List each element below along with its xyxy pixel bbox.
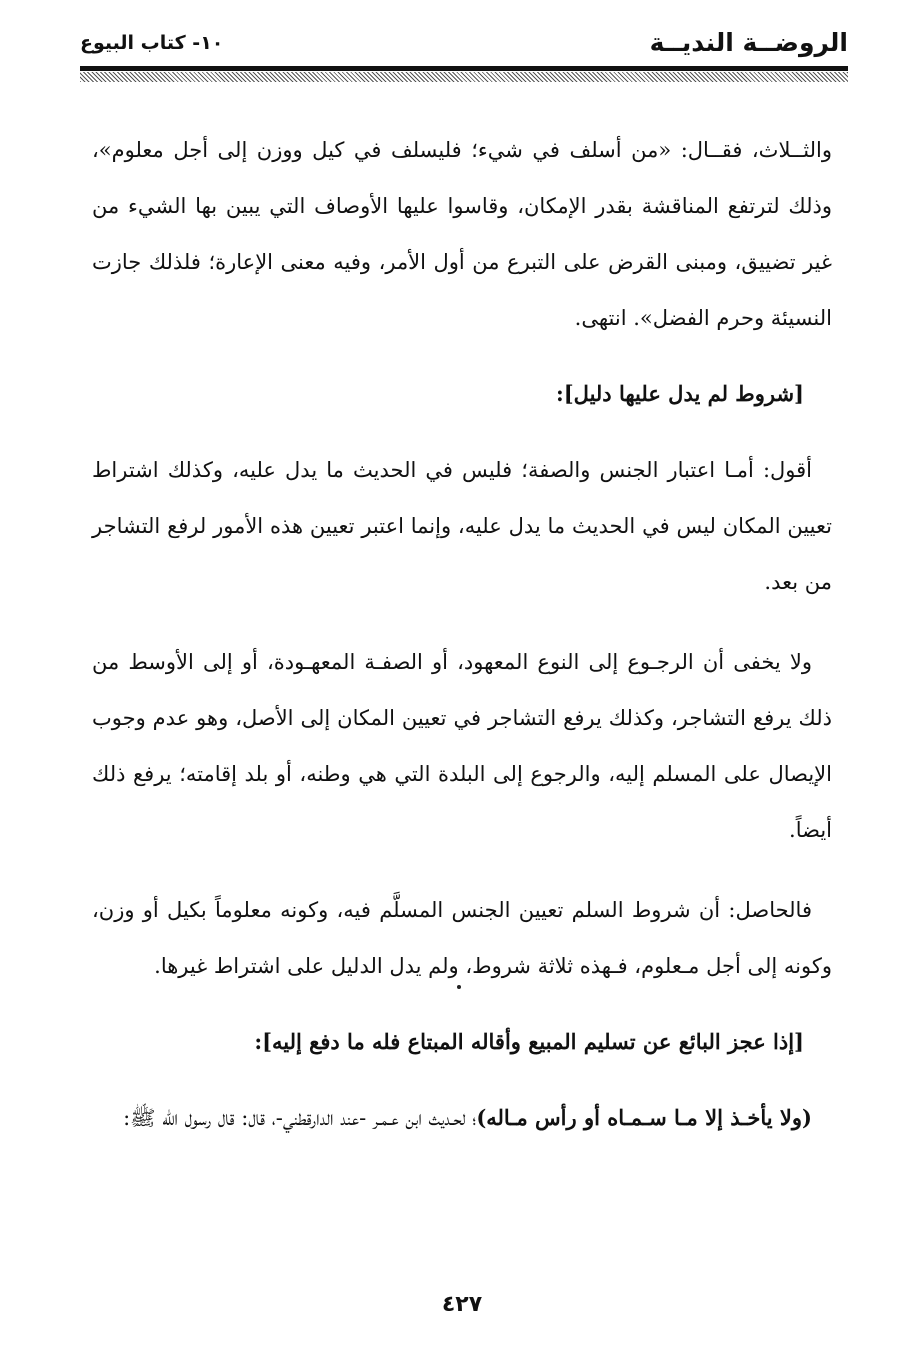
chapter-title: ١٠- كتاب البيوع bbox=[80, 32, 224, 54]
commentary-text: ؛ لحـديث ابن عـمـر -عند الدارقطني-، قال: قال رسول الله ﷺ: bbox=[123, 1106, 477, 1130]
page-number: ٤٢٧ bbox=[441, 1292, 483, 1317]
paragraph: فالحاصل: أن شروط السلم تعيين الجنس المسلَّم فيه، وكونه معلوماً بكيل أو وزن، وكونه إلى أجل مـعلوم، فـهذه ثلاثة شروط، ولم يدل الدليل على اشتراط غيرها. bbox=[92, 898, 832, 978]
running-header bbox=[80, 26, 848, 66]
header-rule bbox=[80, 66, 848, 71]
paragraph: أقول: أمـا اعتبار الجنس والصفة؛ فليس في الحديث ما يدل عليه، وكذلك اشتراط تعيين المكان ليس في الحديث ما يدل عليه، وإنما اعتبر تعيين هذه الأمور لرفع التشاجر من بعد. bbox=[92, 458, 832, 594]
matn-quote: (ولا يأخـذ إلا مـا سـمـاه أو رأس مـاله) bbox=[476, 1105, 812, 1130]
scan-speck bbox=[457, 985, 461, 989]
paragraph bbox=[92, 1090, 832, 1146]
section-heading: [إذا عجز البائع عن تسليم المبيع وأقاله المبتاع فله ما دفع إليه]: bbox=[254, 1029, 804, 1054]
section-heading: [شروط لم يدل عليها دليل]: bbox=[555, 381, 804, 406]
paragraph: ولا يخفى أن الرجـوع إلى النوع المعهود، أو الصفـة المعهـودة، أو إلى الأوسط من ذلك يرفع التشاجر، وكذلك يرفع التشاجر في تعيين المكان إلى الأصل، وهو عدم وجوب الإيصال على المسلم إليه، والرجوع إلى البلدة التي هي وطنه، أو بلد إقامته؛ يرفع ذلك أيضاً. bbox=[92, 650, 832, 842]
page-body bbox=[92, 122, 832, 1146]
book-title: الروضــة النديــة bbox=[649, 28, 848, 57]
paragraph: والثــلاث، فقــال: «من أسلف في شيء؛ فليسلف في كيل ووزن إلى أجل معلوم»، وذلك لترتفع المناقشة بقدر الإمكان، وقاسوا عليها الأوصاف التي يبين بها الشيء من غير تضييق، ومبنى القرض على التبرع من أول الأمر، وفيه معنى الإعارة؛ فلذلك جازت النسيئة وحرم الفضل». انتهى. bbox=[92, 138, 832, 330]
header-hatched-band bbox=[80, 72, 848, 82]
